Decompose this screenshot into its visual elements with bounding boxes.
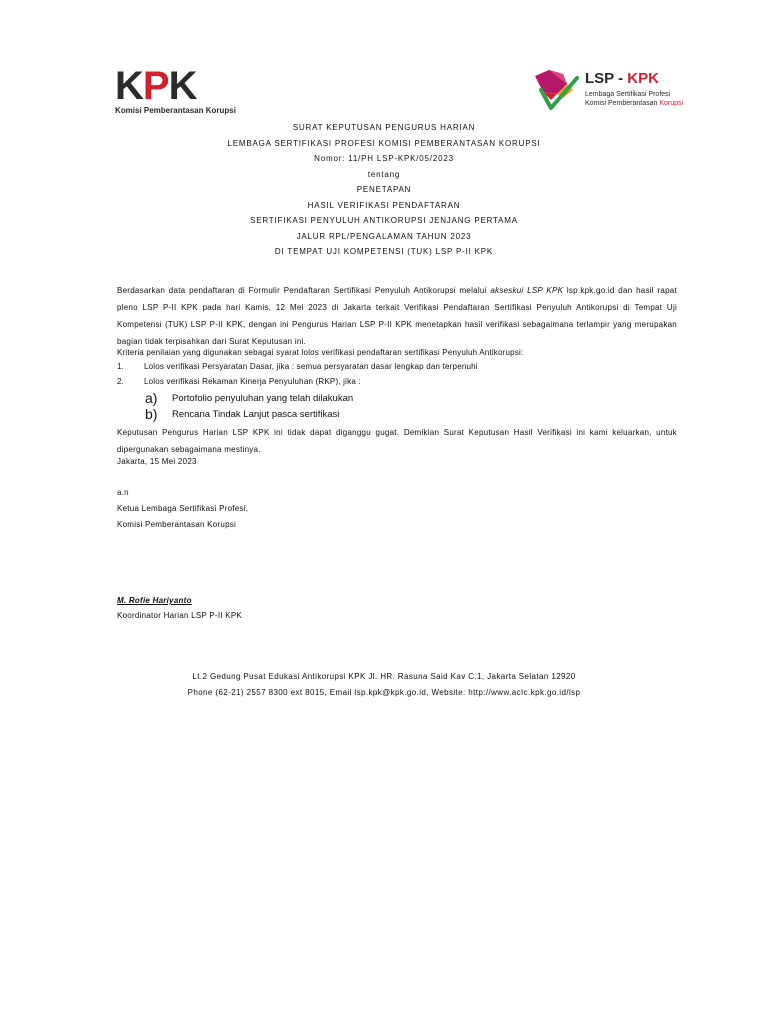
kpk-logo xyxy=(115,64,255,120)
signatory-position: Ketua Lembaga Sertifikasi Profesi, xyxy=(117,504,249,513)
decree-number: Nomor: 11/PH LSP-KPK/05/2023 xyxy=(314,154,454,163)
signer-title: Koordinator Harian LSP P-II KPK xyxy=(117,611,242,620)
decree-title-line: SERTIFIKASI PENYULUH ANTIKORUPSI JENJANG PERTAMA xyxy=(250,216,518,225)
lsp-kpk-emblem-icon xyxy=(533,68,581,114)
decree-title-line: tentang xyxy=(367,169,401,179)
decree-title-line: PENETAPAN xyxy=(356,185,412,194)
opening-paragraph: Berdasarkan data pendaftaran di Formulir Pendaftaran Sertifikasi Penyuluh Antikorupsi melalui akseskui LSP KPK lsp.kpk.go.id dan hasil rapat pleno LSP P-II KPK pada hari Kamis, 12 Mei 2023 di Jakarta terkait Verifikasi Pendaftaran Sertifikasi Penyuluh Antikorupsi di Tempat Uji Kompetensi (TUK) LSP P-II KPK, dengan ini Pengurus Harian LSP P-II KPK menetapkan hasil verifikasi sebagaimana terlampir yang merupakan bagian tidak terpisahkan dari Surat Keputusan ini. xyxy=(117,286,677,346)
closing-paragraph: Keputusan Pengurus Harian LSP KPK ini tidak dapat diganggu gugat. Demikian Surat Keputusan Hasil Verifikasi ini kami keluarkan, untuk dipergunakan sebagaimana mestinya. xyxy=(117,428,677,454)
decree-title-line: DI TEMPAT UJI KOMPETENSI (TUK) LSP P-II KPK xyxy=(274,247,494,256)
footer-contact: Phone (62-21) 2557 8300 ext 8015, Email lsp.kpk@kpk.go.id, Website: http://www.acIc.kpk.go.id/lsp xyxy=(187,688,581,697)
signer-name: M. Rofie Hariyanto xyxy=(117,596,192,605)
lsp-kpk-logo xyxy=(533,66,683,116)
lsp-kpk-title: LSP - KPK xyxy=(585,70,659,87)
on-behalf-label: a.n xyxy=(117,488,129,497)
decree-title-block xyxy=(0,120,768,260)
kpk-logo-subtitle: Komisi Pemberantasan Korupsi xyxy=(115,106,236,115)
criteria-intro: Kriteria penilaian yang digunakan sebagai syarat lolos verifikasi pendaftaran sertifikasi Penyuluh Antikorupsi: xyxy=(117,348,524,357)
decree-title-line: HASIL VERIFIKASI PENDAFTARAN xyxy=(307,200,461,210)
decree-title-line: LEMBAGA SERTIFIKASI PROFESI KOMISI PEMBERANTASAN KORUPSI xyxy=(227,138,541,148)
decree-title-line: JALUR RPL/PENGALAMAN TAHUN 2023 xyxy=(296,231,472,241)
kpk-logo-wordmark: KPK xyxy=(115,64,197,108)
signatory-institution: Komisi Pemberantasan Korupsi xyxy=(117,520,237,529)
document-page: KPK Komisi Pemberantasan Korupsi LSP - KPK Lembaga Sertifikasi Profesi Komisi Pemberantasan Korupsi SURAT KEPUTUSAN PENGURUS HARIAN LEMBAGA SERTIFIKASI PROFESI KOMISI PEMBERANTASAN KORUPSI Nomor: 11/PH LSP-KPK/05/2023 tentang PENETAPAN HASIL VERIFIKASI PENDAFTARAN SERTIFIKASI PENYULUH ANTIKORUPSI JENJANG PERTAMA JALUR RPL/PENGALAMAN TAHUN 2023 DI TEMPAT UJI KOMPETENSI (TUK) LSP P-II KPK Berdasarkan data pendaftaran di Formulir Pendaftaran Sertifikasi Penyuluh Antikorupsi melalui akseskui LSP KPK lsp.kpk.go.id dan hasil rapat pleno LSP P-II KPK pada hari Kamis, 12 Mei 2023 di Jakarta terkait Verifikasi Pendaftaran Sertifikasi Penyuluh Antikorupsi di Tempat Uji Kompetensi (TUK) LSP P-II KPK, dengan ini Pengurus Harian LSP P-II KPK menetapkan hasil verifikasi sebagaimana terlampir yang merupakan bagian tidak terpisahkan dari Surat Keputusan ini. Kriteria penilaian yang digunakan sebagai syarat lolos verifikasi pendaftaran sertifikasi Penyuluh Antikorupsi: 1. Lolos verifikasi Persyaratan Dasar, jika : semua persyaratan dasar lengkap dan terpenuhi 2. Lolos verifikasi Rekaman Kinerja Penyuluhan (RKP), jika : a) Portofolio penyuluhan yang telah dilakukan b) Rencana Tindak Lanjut pasca sertifikasi Keputusan Pengurus Harian LSP KPK ini tidak dapat diganggu gugat. Demikian Surat Keputusan Hasil Verifikasi ini kami keluarkan, untuk dipergunakan sebagaimana mestinya. Jakarta, 15 Mei 2023 a.n Ketua Lembaga Sertifikasi Profesi, Komisi Pemberantasan Korupsi M. Rofie Hariyanto Koordinator Harian LSP P-II KPK Lt.2 Gedung Pusat Edukasi Antikorupsi KPK Jl. HR. Rasuna Said Kav C.1, Jakarta Selatan 12920 Phone (62-21) 2557 8300 ext 8015, Email lsp.kpk@kpk.go.id, Website: http://www.acIc.kpk.go.id/lsp xyxy=(0,0,768,1024)
decree-title-line: SURAT KEPUTUSAN PENGURUS HARIAN xyxy=(292,123,476,132)
footer-address: Lt.2 Gedung Pusat Edukasi Antikorupsi KPK Jl. HR. Rasuna Said Kav C.1, Jakarta Selatan 12920 xyxy=(192,672,576,681)
lsp-kpk-subtitle-2: Komisi Pemberantasan Korupsi xyxy=(585,100,684,107)
lsp-kpk-subtitle: Lembaga Sertifikasi Profesi xyxy=(585,91,671,98)
issue-date: Jakarta, 15 Mei 2023 xyxy=(117,457,197,466)
